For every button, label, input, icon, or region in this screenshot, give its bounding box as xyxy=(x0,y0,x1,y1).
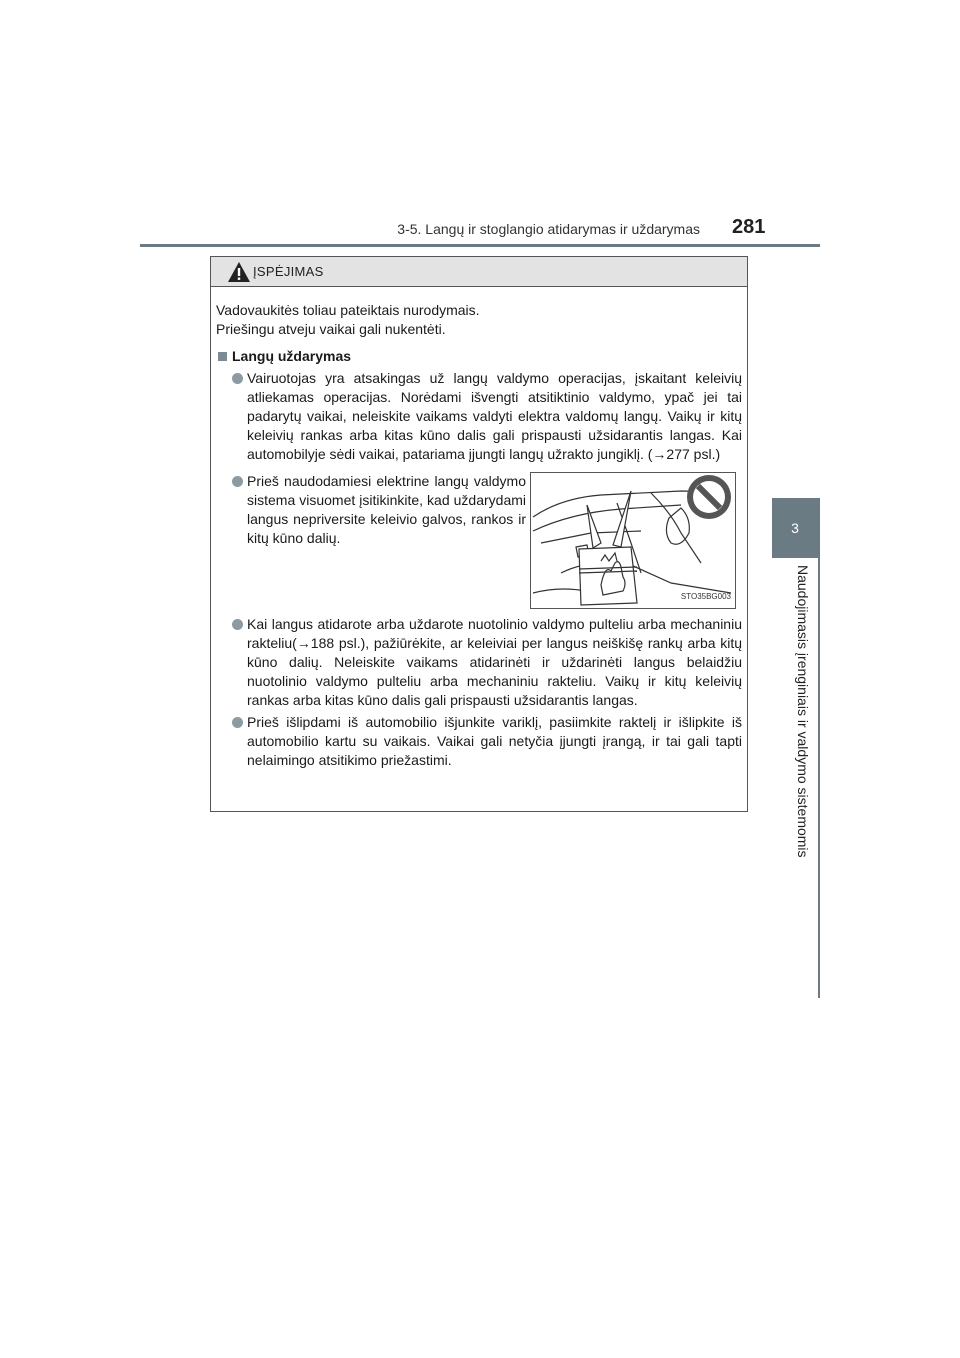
bullet-with-illustration xyxy=(216,472,742,609)
bullet-text: Prieš išlipdami iš automobilio išjunkite variklį, pasiimkite raktelį ir išlipkite iš automobilio kartu su vaikais. Vaikai gali netyčia įjungti įrangą, ir tai gali tapti nelaimingo atsitikimo priežastimi. xyxy=(247,714,742,768)
warning-header xyxy=(211,257,747,287)
section-heading xyxy=(216,347,742,366)
warning-content xyxy=(211,287,747,770)
bullet-item xyxy=(216,369,742,464)
bullet-item xyxy=(216,472,526,609)
warning-box xyxy=(210,256,748,812)
chapter-tab-label: Naudojimasis įrenginiais ir valdymo sistemomis xyxy=(795,565,811,858)
warning-intro xyxy=(216,301,742,339)
square-bullet-icon xyxy=(218,352,227,361)
bullet-item xyxy=(216,713,742,770)
section-heading-text: Langų uždarymas xyxy=(232,348,352,364)
bullet-dot-icon xyxy=(232,619,243,630)
bullet-text: Kai langus atidarote arba uždarote nuotolinio valdymo pulteliu arba mechaniniu rakteliu(→188 psl.), pažiūrėkite, ar keleiviai per langus neiškišę rankų arba kitų kūno dalių. Neleiskite vaikams atidarinėti ir uždarinėti langus belaidžiu nuotolinio valdymo pulteliu arba mechaniniu rakteliu. Vaikų ir kitų keleivių rankas arba kitas kūno dalis gali prispausti užsidarantis langas. xyxy=(247,616,742,708)
bullet-item xyxy=(216,615,742,710)
chapter-tab-number: 3 xyxy=(791,520,799,536)
bullet-dot-icon xyxy=(232,717,243,728)
bullet-text: Prieš naudodamiesi elektrine langų valdymo sistema visuomet įsitikinkite, kad uždarydami langus nepriversite keleivio galvos, rankos ir kitų kūno dalių. xyxy=(247,473,526,546)
side-divider xyxy=(818,498,820,998)
bullet-dot-icon xyxy=(232,476,243,487)
header-divider xyxy=(140,244,820,247)
chapter-tab xyxy=(772,498,818,558)
warning-title: ĮSPĖJIMAS xyxy=(253,264,324,279)
car-window-illustration xyxy=(530,472,736,609)
warning-triangle-icon xyxy=(227,261,251,283)
bullet-dot-icon xyxy=(232,373,243,384)
page-number: 281 xyxy=(732,216,766,238)
illustration-code: STO35BG003 xyxy=(680,592,731,601)
chapter-title: 3-5. Langų ir stoglangio atidarymas ir uždarymas xyxy=(397,221,700,237)
intro-line-1: Vadovaukitės toliau pateiktais nurodymais. xyxy=(216,302,480,318)
bullet-text: Vairuotojas yra atsakingas už langų valdymo operacijas, įskaitant keleivių atliekamas operacijas. Norėdami išvengti atsitiktinio valdymo, ypač jei tai padarytų vaikai, neleiskite vaikams valdyti elektra valdomų langų. Vaikų ir kitų keleivių rankas arba kitas kūno dalis gali prispausti užsidarantis langas. Kai automobilyje sėdi vaikai, patariama įjungti langų užrakto jungiklį. (→277 psl.) xyxy=(247,370,742,462)
intro-line-2: Priešingu atveju vaikai gali nukentėti. xyxy=(216,321,446,337)
